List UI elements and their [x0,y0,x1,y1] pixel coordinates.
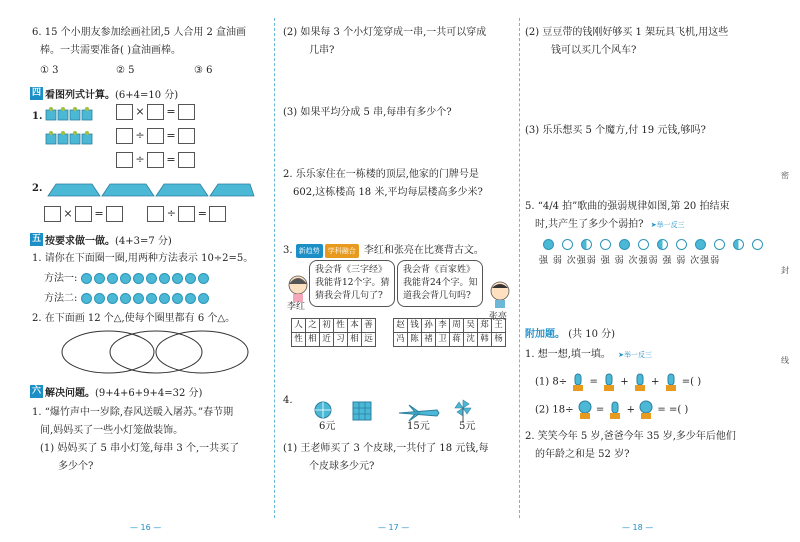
page-number-16: — 16 — [130,523,162,532]
q6a-s1-line1: (1) 妈妈买了 5 串小灯笼,每串 3 个,一共买了 [40,443,240,454]
strong-beat-icon [619,239,630,250]
page-number: 17 [388,523,399,532]
answer-box[interactable] [44,206,61,222]
section-score: (9+4+6+9+4=32 分) [95,388,203,399]
qb4-s1-line2: 个皮球多少元? [309,461,375,472]
medium-beat-icon [733,239,744,250]
grid-cell: 人 [292,319,306,333]
section-6-header [30,384,202,399]
qb4-number: 4. [283,395,293,406]
equation-row-4: × = ÷ = [44,206,226,222]
q6a-line2: 间,妈妈买了一些小灯笼做装饰。 [40,425,184,436]
method-1-row [44,272,211,286]
bonus-q1-2-text: (2) 18÷ [535,404,574,416]
bonus-title: 附加题。 [525,329,565,340]
answer-box[interactable] [116,128,133,144]
answer-blank[interactable]: =( ) [681,376,702,388]
margin-seal-char: 封 [781,266,789,275]
medium-beat-icon [581,239,592,250]
page-number-17: — 17 — [378,523,410,532]
subject-tag: 学科融合 [325,244,359,258]
bonus-q2-line2: 的年龄之和是 52 岁? [535,449,630,460]
grid-cell: 初 [320,319,334,333]
weak-beat-icon [638,239,649,250]
method-2-label: 方法二: [44,293,78,304]
bonus-q1-1: (1) 8÷ = + + =( ) [535,372,701,392]
beat-label: 弱 [586,256,597,266]
q6a-s1-line2: 多少个? [58,461,94,472]
beat-label: 弱 [614,256,625,266]
name-left: 李红 [287,302,306,312]
grid-cell: 卫 [436,333,450,347]
girl-avatar-icon [287,274,309,302]
grid-cell: 相 [306,333,320,347]
grid-cell: 韩 [478,333,492,347]
beat-label: 强 [539,256,550,266]
extend-link[interactable]: ➤举一反三 [618,351,652,359]
qb3-number: 3. [283,245,293,256]
section-title: 看图列式计算。 [45,90,115,101]
section-number: 四 [31,88,41,98]
grid-cell: 褚 [422,333,436,347]
answer-box[interactable] [178,206,195,222]
bonus-header [525,328,615,342]
strong-beat-icon [543,239,554,250]
c2-q2-line2: 几串? [309,45,335,56]
bonus-q1-1-text: (1) 8÷ [535,376,568,388]
grid-cell: 性 [292,333,306,347]
q6-option-2: ② 5 [116,65,135,76]
poem-grid-right [393,318,506,347]
grid-cell: 赵 [394,319,408,333]
c2-qb3-header [283,244,484,258]
answer-box[interactable] [147,152,164,168]
column-divider-1 [274,18,275,518]
q6-line2: 棒。一共需要准备( )盒油画棒。 [40,45,181,56]
section-title: 按要求做一做。 [45,236,115,247]
page-number: 16 [140,523,151,532]
extend-link[interactable]: ➤举一反三 [650,221,685,229]
venn-circles[interactable] [60,328,250,376]
grid-cell: 陈 [408,333,422,347]
flower-pot-icon [577,400,593,420]
flower-pot-icon [638,400,654,420]
answer-box[interactable] [75,206,92,222]
beat-label: 次强 [690,256,711,266]
price-pinwheel: 5元 [459,421,476,432]
bonus-q2-line1: 2. 笑笑今年 5 岁,爸爸今年 35 岁,多少年后他们 [525,431,736,442]
boy-avatar-icon [489,280,511,308]
page-18-column [525,22,773,512]
section-title: 解决问题。 [45,388,95,399]
answer-box[interactable] [209,206,226,222]
weak-beat-icon [562,239,573,250]
new-trend-tag: 新趋势 [296,244,323,258]
grid-cell: 蒋 [450,333,464,347]
q5-line2-text: 时,共产生了多少个弱拍? [535,219,644,230]
answer-box[interactable] [116,152,133,168]
q5-2-text: 2. 在下面画 12 个△,使每个圈里都有 6 个△。 [32,313,236,324]
answer-box[interactable] [147,206,164,222]
bubble-line: 我会背《三字经》 [315,265,388,275]
strong-beat-icon [695,239,706,250]
answer-box[interactable] [178,104,195,120]
c2-q2-line1: (2) 如果每 3 个小灯笼穿成一串,一共可以穿成 [283,27,487,38]
c3-q2-line2: 钱可以买几个风车? [551,45,637,56]
c3-q3: (3) 乐乐想买 5 个魔方,付 19 元钱,够吗? [525,125,706,136]
answer-box[interactable] [106,206,123,222]
c2-q3: (3) 如果平均分成 5 串,每串有多少个? [283,107,452,118]
q5-1-text: 1. 请你在下面圈一圈,用两种方法表示 10÷2=5。 [32,253,254,264]
rubik-cube-icon [351,400,373,422]
beat-label: 弱 [710,256,721,266]
margin-seal-char: 线 [781,356,789,365]
q6-option-3: ③ 6 [194,65,213,76]
grid-cell: 郑 [478,319,492,333]
c3-q5-line1: 5. “4/4 拍”歌曲的强弱规律如图,第 20 拍结束 [525,201,730,212]
price-plane: 15元 [407,421,430,432]
grid-cell: 孙 [422,319,436,333]
c2-qb2-line1: 2. 乐乐家住在一栋楼的顶层,他家的门牌号是 [283,169,479,180]
section-number: 六 [31,386,41,396]
bonus-q1-2: (2) 18÷ = + = =( ) [535,400,688,420]
q4-2-number: 2. [32,183,43,194]
q6a-line1: 1. “爆竹声中一岁除,春风送暖入屠苏。”春节期 [32,407,234,418]
grid-cell: 钱 [408,319,422,333]
bonus-score: (共 10 分) [568,329,616,340]
weak-beat-icon [752,239,763,250]
cactus-icon [607,400,623,420]
page-17-column [283,22,515,512]
method-2-row [44,292,211,306]
bonus-q1 [525,348,652,362]
beat-labels-row [539,254,720,268]
cactus-icon [663,372,679,392]
equation-row-1: × = [116,104,195,120]
cactus-icon [632,372,648,392]
q4-1-number: 1. [32,111,43,122]
cactus-icon [570,372,586,392]
column-divider-2 [519,18,520,518]
grid-cell: 远 [362,333,376,347]
bubble-line: 我能背12个字。猜 [315,278,390,288]
equation-row-3: ÷ = [116,152,195,168]
bubble-line: 道我会背几句吗? [403,291,471,301]
q6-line1: 6. 15 个小朋友参加绘画社团,5 人合用 2 盒油画 [32,27,247,38]
grid-cell: 相 [348,333,362,347]
grid-cell: 善 [362,319,376,333]
grid-cell: 性 [334,319,348,333]
c2-qb2-line2: 602,这栋楼高 18 米,平均每层楼高多少米? [293,187,483,198]
weak-beat-icon [714,239,725,250]
equation-row-2: ÷ = [116,128,195,144]
cactus-icon [601,372,617,392]
method-1-label: 方法一: [44,273,78,284]
beat-label: 次强 [566,256,587,266]
answer-box[interactable] [147,128,164,144]
answer-box[interactable] [116,104,133,120]
beat-label: 弱 [648,256,659,266]
section-4-header [30,86,178,101]
price-ball: 6元 [319,421,336,432]
section-number: 五 [31,234,41,244]
grid-cell: 习 [334,333,348,347]
section-5-header [30,232,172,247]
grid-cell: 冯 [394,333,408,347]
section-score: (6+4=10 分) [115,90,179,101]
ball-icon [313,400,333,420]
poem-grid-left [291,318,376,347]
speech-bubble-left [309,260,395,307]
gift-boxes-image [44,104,104,154]
grid-cell: 沈 [464,333,478,347]
beat-label: 弱 [552,256,563,266]
page-16-column [32,22,272,512]
grid-cell: 王 [492,319,506,333]
section-score: (4+3=7 分) [115,236,172,247]
grid-cell: 吴 [464,319,478,333]
answer-box[interactable] [178,152,195,168]
margin-seal-char: 密 [781,171,789,180]
bubble-line: 猜我会背几句了? [315,291,383,301]
beat-label: 弱 [676,256,687,266]
grid-cell: 李 [436,319,450,333]
bonus-q1-text: 1. 想一想,填一填。 [525,349,611,360]
weak-beat-icon [600,239,611,250]
weak-beat-icon [676,239,687,250]
q6-option-1: ① 3 [40,65,59,76]
beat-label: 次强 [628,256,649,266]
grid-cell: 本 [348,319,362,333]
grid-cell: 周 [450,319,464,333]
answer-box[interactable] [147,104,164,120]
grid-cell: 杨 [492,333,506,347]
beat-label: 强 [662,256,673,266]
page-number: 18 [632,523,643,532]
c3-q5-line2 [535,218,685,232]
grid-cell: 之 [306,319,320,333]
answer-blank[interactable]: =( ) [668,404,689,416]
pinwheel-icon [453,398,473,422]
page-number-18: — 18 — [622,523,654,532]
name-right: 张亮 [489,312,508,322]
beat-pattern-row [539,238,767,252]
beat-label: 强 [600,256,611,266]
qb4-s1-line1: (1) 王老师买了 3 个皮球,一共付了 18 元钱,每 [283,443,489,454]
qb3-text: 李红和张亮在比赛背古文。 [363,245,484,256]
grid-cell: 近 [320,333,334,347]
speech-bubble-right [397,260,483,307]
bubble-line: 我能背24个字。知 [403,278,478,288]
answer-box[interactable] [178,128,195,144]
egg-trays-image [46,180,256,200]
medium-beat-icon [657,239,668,250]
bubble-line: 我会背《百家姓》 [403,265,476,275]
c3-q2-line1: (2) 豆豆带的钱刚好够买 1 架玩具飞机,用这些 [525,27,729,38]
